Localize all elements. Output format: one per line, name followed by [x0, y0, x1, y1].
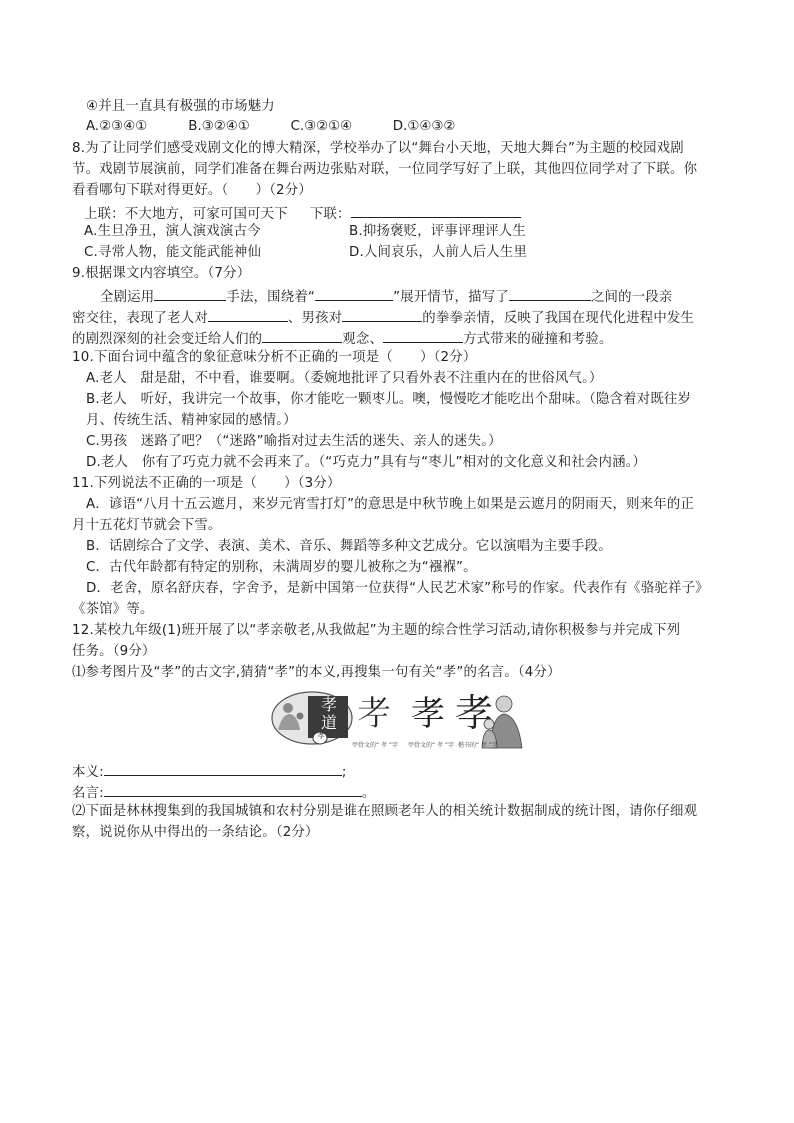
bronze-script-glyph: 孝 [411, 694, 445, 734]
benyi-answer-row [72, 761, 347, 782]
q9-blank-4[interactable] [208, 307, 288, 322]
q9-blank-1[interactable] [154, 286, 226, 301]
q9-text: 观念、 [342, 332, 384, 347]
mingyan-answer-row [72, 782, 376, 803]
q11-option-d-line-1[interactable]: D．老舍，原名舒庆春，字舍予，是新中国第一位获得“人民艺术家”称号的作家。代表作有《骆驼祥子》 [86, 581, 709, 596]
q9-blank-6[interactable] [262, 328, 342, 343]
q7-option-d[interactable]: D.①④③② [392, 119, 456, 134]
q9-line-3 [72, 328, 613, 349]
q9-stem: 9.根据课文内容填空。（7分） [72, 266, 251, 281]
caption-bronze: 甲骨文的“ 孝 ”字 [408, 742, 455, 749]
grandmother-head-shape [496, 696, 512, 712]
mingyan-label: 名言: [72, 786, 104, 801]
q9-blank-3[interactable] [509, 286, 591, 301]
q9-text: 全剧运用 [100, 290, 155, 305]
q11-option-b[interactable]: B．话剧综合了文学、表演、美术、音乐、舞蹈等多种文艺成分。它以演唱为主要手段。 [86, 539, 612, 554]
q7-option-c[interactable]: C.③②①④ [290, 119, 353, 134]
q10-stem: 10.下面台词中蕴含的象征意味分析不正确的一项是（ ）（2分） [72, 350, 477, 365]
q7-options [86, 118, 491, 136]
benyi-end: ; [341, 765, 347, 780]
stamp-seal-character: 孝 [317, 731, 325, 740]
q10-option-b-line-1[interactable]: B.老人 听好，我讲完一个故事，你才能吃一颗枣儿。噢，慢慢吃才能吃出个甜味。（隐含着对既往岁 [86, 392, 692, 407]
xiao-character-figure [268, 690, 534, 752]
q8-upper-couplet: 上联：不大地方，可家可国可天下 [84, 207, 288, 222]
benyi-label: 本义: [72, 765, 104, 780]
q11-option-a-line-1[interactable]: A．谚语“八月十五云遮月，来岁元宵雪打灯”的意思是中秋节晚上如果是云遮月的阴雨天，则来年的正 [86, 497, 695, 512]
q9-text: 密交往，表现了老人对 [72, 311, 208, 326]
q10-option-a[interactable]: A.老人 甜是甜，不中看，谁要啊。（委婉地批评了只看外表不注重内在的世俗风气。） [86, 371, 603, 386]
q8-option-d[interactable]: D.人间哀乐，人前人后人生里 [349, 245, 528, 260]
q11-option-a-line-2: 月十五花灯节就会下雪。 [72, 518, 222, 533]
regular-script-glyph: 孝 [454, 691, 493, 735]
q8-lower-label: 下联： [309, 207, 351, 222]
q9-text: 手法，围绕着“ [226, 290, 316, 305]
caption-regular: 楷书的“ 孝 ”字 [458, 742, 499, 749]
q9-line-1 [100, 286, 672, 307]
q7-option-a[interactable]: A.②③④① [86, 119, 148, 134]
q8-stem-line-3: 看看哪句下联对得更好。（ ）（2分） [72, 183, 312, 198]
q8-stem-line-1: 8.为了让同学们感受戏剧文化的博大精深，学校举办了以“舞台小天地，天地大舞台”为主题的校园戏剧 [72, 141, 684, 156]
q10-option-d[interactable]: D.老人 你有了巧克力就不会再来了。（“巧克力”具有与“枣儿”相对的文化意义和社会内涵。） [86, 455, 647, 470]
q7-option-b[interactable]: B.③②④① [188, 119, 250, 134]
q7-item-4: ④并且一直具有极强的市场魅力 [86, 99, 275, 114]
q12-stem-line-2: 任务。（9分） [72, 644, 156, 659]
q8-option-c[interactable]: C.寻常人物，能文能武能神仙 [84, 245, 262, 260]
q10-option-b-line-2: 月、传统生活、精神家园的感情。） [86, 413, 297, 428]
q8-stem-line-2: 节。戏剧节展演前，同学们准备在舞台两边张贴对联，一位同学写好了上联，其他四位同学对了下联。你 [72, 162, 698, 177]
q12-sub-question-1: ⑴参考图片及“孝”的古文字,猜猜“孝”的本义,再搜集一句有关“孝”的名言。（4分） [72, 665, 561, 680]
q9-text: ”展开情节，描写了 [393, 290, 509, 305]
q9-text: 、男孩对 [287, 311, 343, 326]
q9-text: 之间的一段亲 [590, 290, 673, 305]
q9-text: 的剧烈深刻的社会变迁给人们的 [72, 332, 263, 347]
q9-text: 方式带来的碰撞和考验。 [463, 332, 613, 347]
q11-option-d-line-2: 《茶馆》等。 [72, 602, 154, 617]
q8-option-b[interactable]: B.抑扬褒贬，评事评理评人生 [349, 224, 526, 239]
q12-sub-question-2-line-1: ⑵下面是林林搜集到的我国城镇和农村分别是谁在照顾老年人的相关统计数据制成的统计图，请你仔细观 [72, 804, 698, 819]
q9-blank-2[interactable] [315, 286, 393, 301]
q9-text: 的拳拳亲情，反映了我国在现代化进程中发生 [422, 311, 695, 326]
mingyan-blank[interactable] [104, 782, 362, 797]
oracle-bone-glyph: 𦒱 [357, 694, 391, 734]
stamp-calligraphy: 孝道 [320, 695, 337, 732]
q9-line-2 [72, 307, 694, 328]
benyi-blank[interactable] [104, 761, 342, 776]
q9-blank-5[interactable] [342, 307, 422, 322]
q8-option-a[interactable]: A.生旦净丑，演人演戏演古今 [84, 224, 261, 239]
q9-blank-7[interactable] [383, 328, 463, 343]
caption-oracle-bone: 甲骨文的“ 孝 ”字 [352, 742, 399, 749]
q8-couplet [84, 203, 521, 224]
q10-option-c[interactable]: C.男孩 迷路了吧？（“迷路”喻指对过去生活的迷失、亲人的迷失。） [86, 434, 502, 449]
elder-head-shape [283, 703, 293, 713]
q8-lower-blank[interactable] [351, 203, 521, 218]
q12-sub-question-2-line-2: 察，说说你从中得出的一条结论。（2分） [72, 825, 319, 840]
q11-option-c[interactable]: C．古代年龄都有特定的别称，未满周岁的婴儿被称之为“襁褓”。 [86, 560, 477, 575]
q11-stem: 11.下列说法不正确的一项是（ ）（3分） [72, 476, 341, 491]
child-head-shape [297, 713, 304, 720]
mingyan-end: 。 [361, 786, 376, 801]
q12-stem-line-1: 12.某校九年级(1)班开展了以“孝亲敬老,从我做起”为主题的综合性学习活动,请你积极参与并完成下列 [72, 623, 681, 638]
